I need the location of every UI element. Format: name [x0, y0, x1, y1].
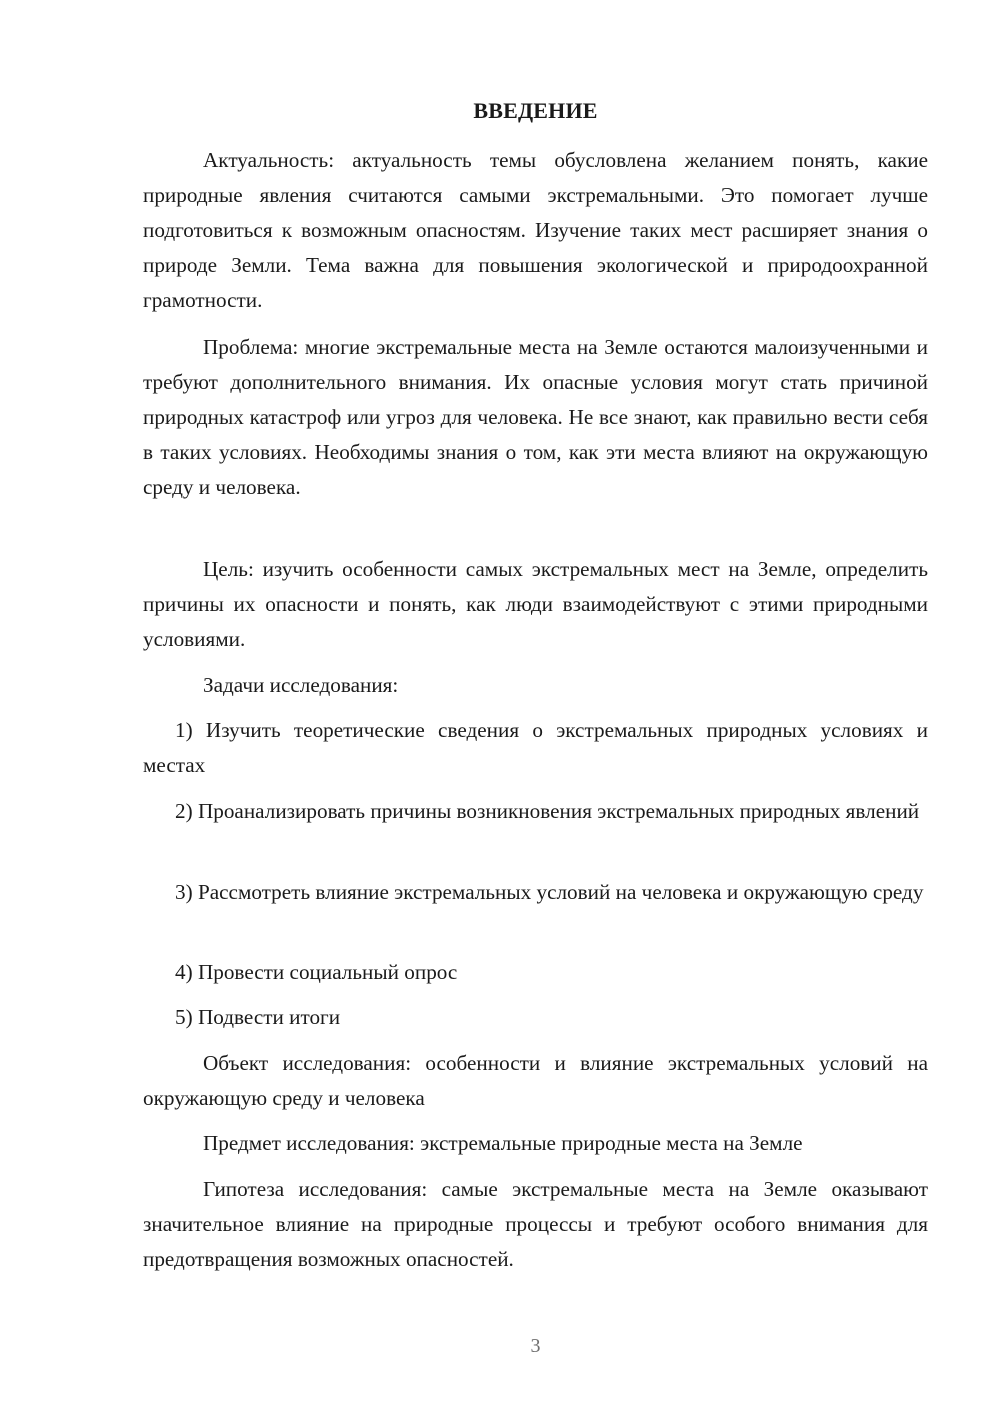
task-item-2: 2) Проанализировать причины возникновения экстремальных природных явлений [175, 799, 920, 823]
task-item-1: 1) Изучить теоретические сведения о экстремальных природных условиях и местах [143, 718, 928, 777]
task-item-3: 3) Рассмотреть влияние экстремальных условий на человека и окружающую среду [175, 880, 924, 904]
document-page [143, 0, 928, 1414]
task-item-5: 5) Подвести итоги [175, 1005, 341, 1029]
subject-paragraph: Предмет исследования: экстремальные природные места на Земле [203, 1131, 803, 1155]
page-number: 3 [530, 1335, 541, 1357]
relevance-paragraph: Актуальность: актуальность темы обусловлена желанием понять, какие природные явления считаются самыми экстремальными. Это помогает лучше подготовиться к возможным опасностям. Изучение таких мест расширяет знания о природе Земли. Тема важна для повышения экологической и природоохранной грамотности. [143, 148, 928, 312]
task-item-4: 4) Провести социальный опрос [175, 960, 458, 984]
problem-paragraph: Проблема: многие экстремальные места на Земле остаются малоизученными и требуют дополнительного внимания. Их опасные условия могут стать причиной природных катастроф или угроз для человека. Не все знают, как правильно вести себя в таких условиях. Необходимы знания о том, как эти места влияют на окружающую среду и человека. [143, 335, 928, 499]
tasks-heading: Задачи исследования: [203, 673, 399, 697]
object-paragraph: Объект исследования: особенности и влияние экстремальных условий на окружающую среду и человека [143, 1051, 928, 1110]
goal-paragraph: Цель: изучить особенности самых экстремальных мест на Земле, определить причины их опасности и понять, как люди взаимодействуют с этими природными условиями. [143, 557, 928, 651]
page-title: ВВЕДЕНИЕ [473, 98, 598, 123]
hypothesis-paragraph: Гипотеза исследования: самые экстремальные места на Земле оказывают значительное влияние на природные процессы и требуют особого внимания для предотвращения возможных опасностей. [143, 1177, 928, 1271]
